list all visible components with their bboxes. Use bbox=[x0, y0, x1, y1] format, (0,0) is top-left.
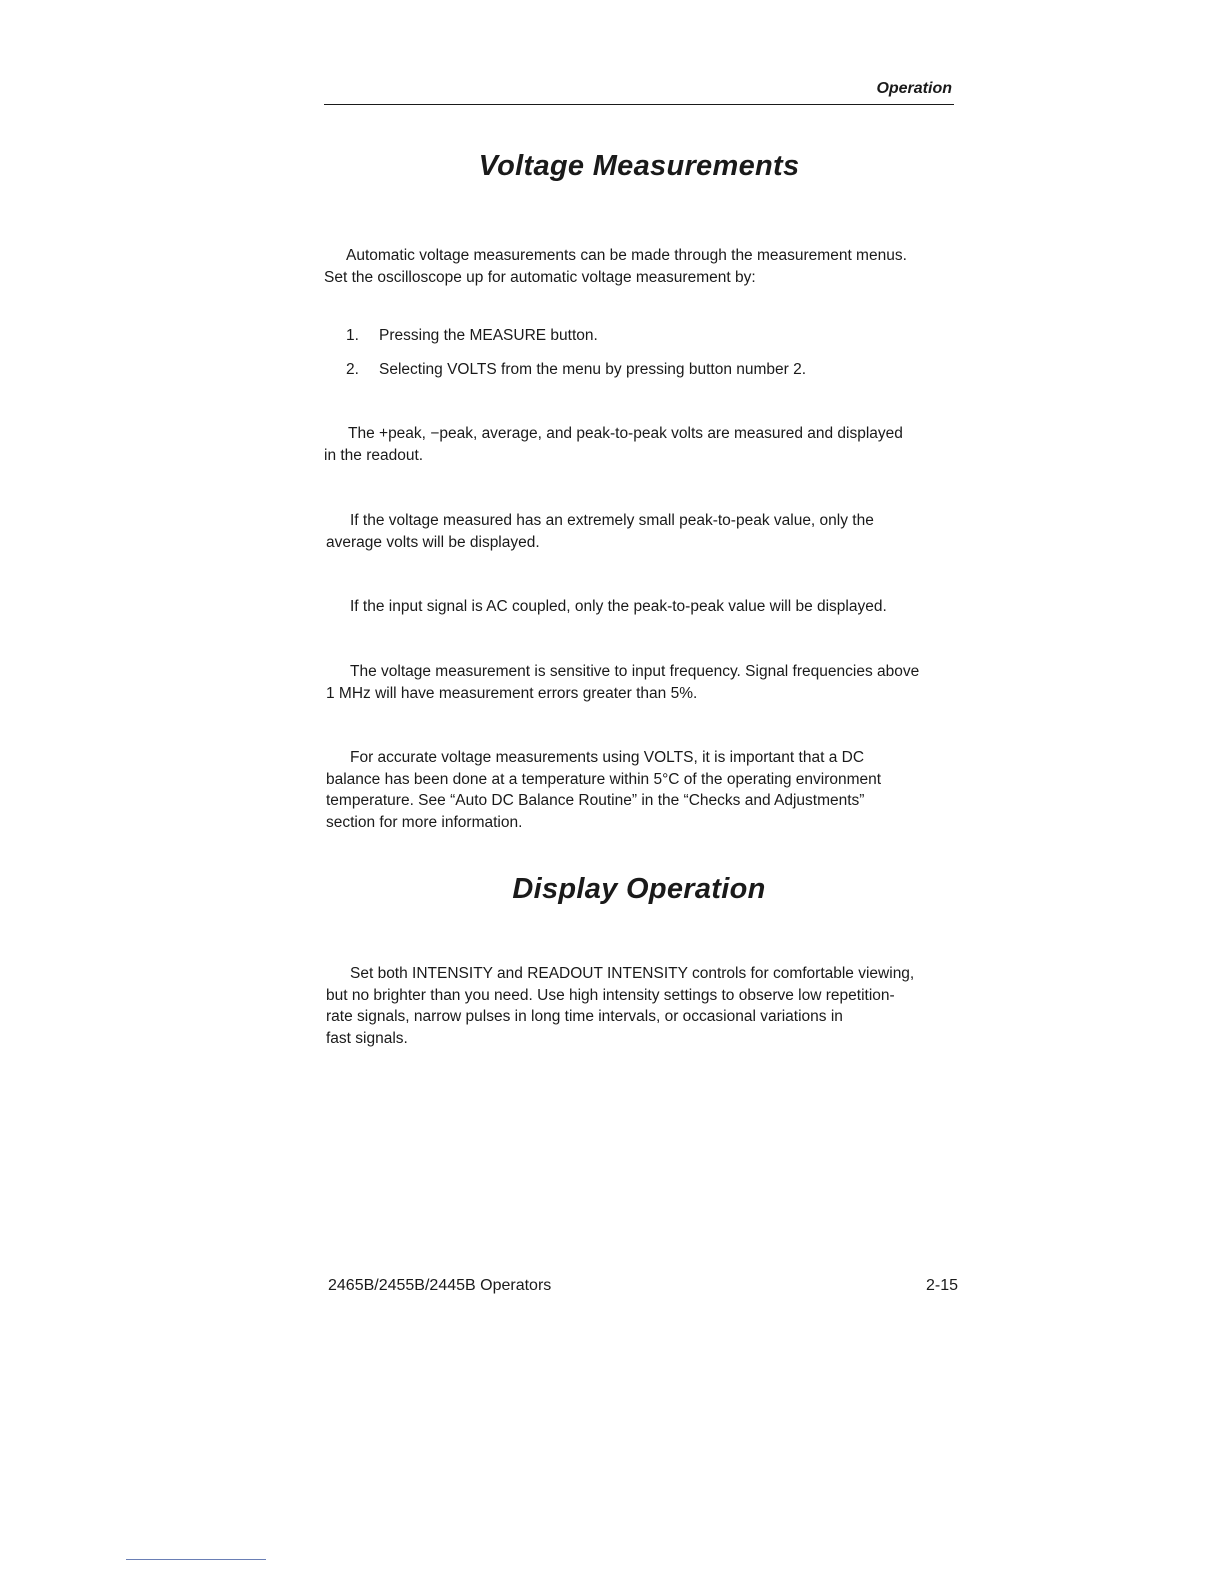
voltage-intro-paragraph bbox=[324, 245, 964, 288]
list-item-number: 1. bbox=[346, 327, 359, 344]
paragraph-line: Automatic voltage measurements can be made through the measurement menus. bbox=[346, 247, 907, 264]
paragraph-line: For accurate voltage measurements using VOLTS, it is important that a DC bbox=[350, 749, 865, 766]
paragraph-line: temperature. See “Auto DC Balance Routine” in the “Checks and Adjustments” bbox=[326, 792, 865, 809]
frequency-sensitivity-paragraph bbox=[326, 661, 966, 704]
running-head: Operation bbox=[876, 80, 952, 97]
paragraph-line: Set both INTENSITY and READOUT INTENSITY controls for comfortable viewing, bbox=[350, 965, 915, 982]
paragraph-line: section for more information. bbox=[326, 813, 523, 831]
list-item-step-2 bbox=[346, 359, 806, 380]
paragraph-line: If the voltage measured has an extremely small peak-to-peak value, only the bbox=[350, 512, 874, 529]
paragraph-line: rate signals, narrow pulses in long time intervals, or occasional variations in bbox=[326, 1008, 843, 1025]
list-item-number: 2. bbox=[346, 361, 359, 378]
paragraph-line: in the readout. bbox=[324, 446, 424, 464]
list-item-step-1 bbox=[346, 325, 598, 346]
small-value-paragraph bbox=[326, 510, 966, 553]
paragraph-line: If the input signal is AC coupled, only the peak-to-peak value will be displayed. bbox=[350, 598, 887, 615]
voltage-measurements-title: Voltage Measurements bbox=[478, 150, 800, 182]
paragraph-line: average volts will be displayed. bbox=[326, 533, 540, 551]
paragraph-line: balance has been done at a temperature within 5°C of the operating environment bbox=[326, 770, 882, 788]
paragraph-line: but no brighter than you need. Use high intensity settings to observe low repetition- bbox=[326, 986, 895, 1004]
paragraph-line: Set the oscilloscope up for automatic voltage measurement by: bbox=[324, 268, 756, 286]
peak-readout-paragraph bbox=[324, 423, 964, 466]
paragraph-line: 1 MHz will have measurement errors greater than 5%. bbox=[326, 684, 698, 702]
footer-manual-title: 2465B/2455B/2445B Operators bbox=[328, 1277, 552, 1294]
paragraph-line: fast signals. bbox=[326, 1029, 408, 1047]
ac-coupled-paragraph bbox=[326, 596, 966, 618]
display-operation-title: Display Operation bbox=[512, 873, 766, 905]
bottom-rule bbox=[126, 1559, 266, 1560]
dc-balance-paragraph bbox=[326, 747, 966, 833]
intensity-paragraph bbox=[326, 963, 966, 1049]
paragraph-line: The +peak, −peak, average, and peak-to-peak volts are measured and displayed bbox=[348, 425, 903, 442]
list-item-text: Pressing the MEASURE button. bbox=[379, 327, 598, 344]
footer-page-number: 2-15 bbox=[925, 1277, 958, 1294]
paragraph-line: The voltage measurement is sensitive to input frequency. Signal frequencies above bbox=[350, 663, 920, 680]
header-rule bbox=[324, 104, 954, 105]
list-item-text: Selecting VOLTS from the menu by pressing button number 2. bbox=[379, 361, 807, 378]
